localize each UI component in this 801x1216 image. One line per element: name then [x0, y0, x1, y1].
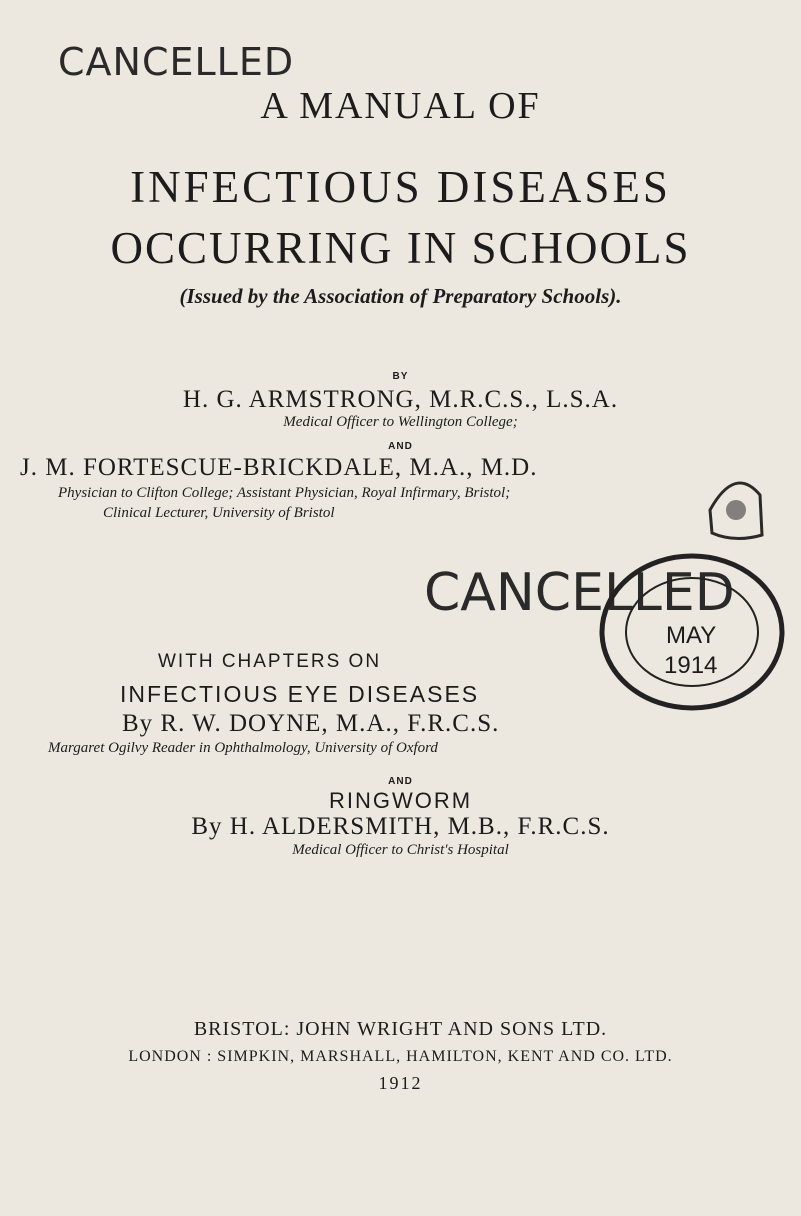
publication-year: 1912	[378, 1073, 423, 1093]
small-stamp-mark	[700, 455, 770, 545]
author2-role-1: Physician to Clifton College; Assistant Physician, Royal Infirmary, Bristol;	[58, 485, 511, 501]
author1-role: Medical Officer to Wellington College;	[283, 414, 518, 430]
ringworm-author-role: Medical Officer to Christ's Hospital	[292, 842, 509, 858]
by-label: BY	[392, 371, 409, 382]
eye-author-role: Margaret Ogilvy Reader in Ophthalmology, University of Oxford	[48, 740, 438, 756]
publisher-line-1: BRISTOL: JOHN WRIGHT AND SONS LTD.	[193, 1018, 608, 1040]
cancelled-stamp-middle: CANCELLED	[424, 563, 735, 623]
eye-author: By R. W. DOYNE, M.A., F.R.C.S.	[122, 710, 500, 737]
chapters-intro: WITH CHAPTERS ON	[158, 651, 382, 672]
issued-note: (Issued by the Association of Preparatory Schools).	[179, 284, 622, 308]
date-stamp-year: 1914	[664, 652, 718, 679]
title-line-3: OCCURRING IN SCHOOLS	[110, 223, 691, 273]
date-stamp	[592, 548, 788, 718]
cancelled-stamp-top: CANCELLED	[58, 40, 295, 84]
title-line-1: A MANUAL OF	[260, 85, 541, 127]
author2-name: J. M. FORTESCUE-BRICKDALE, M.A., M.D.	[20, 454, 538, 481]
ringworm-author: By H. ALDERSMITH, M.B., F.R.C.S.	[191, 813, 610, 840]
chapters-topic-eye: INFECTIOUS EYE DISEASES	[120, 681, 480, 707]
date-stamp-month: MAY	[666, 622, 717, 649]
chapters-topic-ringworm: RINGWORM	[328, 788, 473, 813]
author2-role-2: Clinical Lecturer, University of Bristol	[103, 505, 335, 521]
title-line-2: INFECTIOUS DISEASES	[130, 162, 671, 212]
and-label-1: AND	[388, 441, 413, 452]
and-label-2: AND	[388, 776, 413, 787]
author1-name: H. G. ARMSTRONG, M.R.C.S., L.S.A.	[182, 386, 619, 413]
publisher-line-2: LONDON : SIMPKIN, MARSHALL, HAMILTON, KENT AND CO. LTD.	[128, 1048, 673, 1065]
